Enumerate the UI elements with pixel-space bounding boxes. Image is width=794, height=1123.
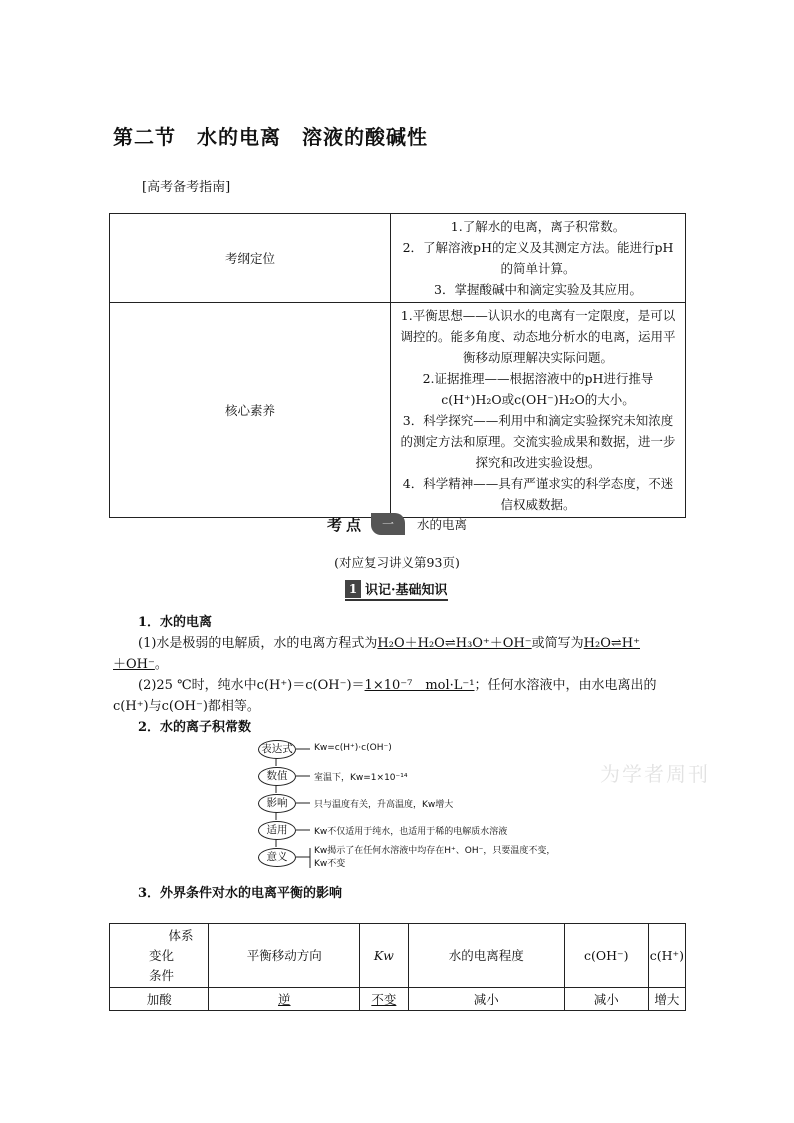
paragraph-line (138, 633, 640, 654)
watermark: 为学者周刊 (600, 762, 710, 786)
heading-ion-product: 2．水的离子积常数 (138, 720, 252, 735)
column-header: 平衡移动方向 (209, 924, 360, 988)
row-label: 考纲定位 (110, 214, 391, 303)
text-span: (2)25 ℃时，纯水中c(H⁺)＝c(OH⁻)＝ (138, 678, 365, 693)
paragraph-line: c(H⁺)与c(OH⁻)都相等。 (113, 699, 260, 714)
table-cell: 不变 (360, 988, 409, 1011)
answer-blank: 1×10⁻⁷ mol·L⁻¹ (364, 678, 475, 693)
table-header-row (110, 924, 686, 988)
header-text: 变化 (149, 947, 175, 963)
diagram-node-scope: 适用 (258, 821, 296, 840)
table-row (110, 988, 686, 1011)
page-title: 第二节 水的电离 溶液的酸碱性 (113, 125, 428, 149)
diagram-text: Kw揭示了在任何水溶液中均存在H⁺、OH⁻，只要温度不变，Kw不变 (314, 846, 556, 869)
column-header: c(H⁺) (648, 924, 685, 988)
text-span: 或简写为 (531, 636, 584, 651)
conditions-table (109, 923, 686, 1011)
diagram-node-expression: 表达式 (258, 740, 296, 759)
heading-water-ionization: 1．水的电离 (138, 615, 213, 630)
table-cell: 加酸 (110, 988, 209, 1011)
list-item: 3．掌握酸碱中和滴定实验及其应用。 (434, 282, 642, 297)
row-label: 核心素养 (110, 303, 391, 518)
list-item: 1.了解水的电离，离子积常数。 (450, 219, 626, 234)
table-row (110, 214, 686, 303)
answer-blank: H₂O＋H₂O⇌H₃O⁺＋OH⁻ (377, 636, 532, 651)
diagram-text: 只与温度有关，升高温度，Kw增大 (314, 800, 454, 810)
list-item: 3．科学探究——利用中和滴定实验探究未知浓度的测定方法和原理。交流实验成果和数据，进一步探究和改进实验设想。 (400, 413, 676, 470)
reference-note: (对应复习讲义第93页) (334, 555, 460, 570)
section-number-badge: 1 (345, 580, 361, 598)
column-header: c(OH⁻) (564, 924, 648, 988)
diagram-text: 室温下，Kw=1×10⁻¹⁴ (314, 773, 408, 783)
diagram-node-value: 数值 (258, 767, 296, 786)
diagonal-header-cell (110, 924, 209, 988)
list-item: 4．科学精神——具有严谨求实的科学态度，不迷信权威数据。 (402, 476, 674, 512)
section-title: 识记·基础知识 (365, 583, 448, 598)
list-item: 1.平衡思想——认识水的电离有一定限度，是可以调控的。能多角度、动态地分析水的电离，运用平衡移动原理解决实际问题。 (400, 308, 676, 365)
table-cell: 减小 (408, 988, 564, 1011)
text-span: (1)水是极弱的电解质，水的电离方程式为 (138, 636, 378, 651)
kaodian-title: 水的电离 (417, 517, 468, 532)
table-row (110, 303, 686, 518)
heading-external-conditions: 3．外界条件对水的电离平衡的影响 (138, 886, 343, 901)
list-item: 2.证据推理——根据溶液中的pH进行推导c(H⁺)H₂O或c(OH⁻)H₂O的大小。 (422, 371, 654, 407)
answer-blank: ＋OH⁻ (113, 657, 155, 672)
paragraph-line (113, 654, 168, 675)
diagram-text: Kw不仅适用于纯水，也适用于稀的电解质水溶液 (314, 827, 508, 837)
kaodian-number-badge: 一 (371, 513, 405, 535)
section-heading (345, 579, 448, 601)
column-header: 水的电离程度 (408, 924, 564, 988)
text-span: 。 (154, 657, 168, 672)
diagram-node-influence: 影响 (258, 794, 296, 813)
answer-blank: H₂O⇌H⁺ (583, 636, 640, 651)
header-text: 体系 (168, 927, 194, 943)
guide-label: [高考备考指南] (142, 180, 231, 195)
paragraph-line (138, 675, 657, 696)
column-header: Kw (360, 924, 409, 988)
header-text: 条件 (149, 967, 175, 983)
row-content (391, 214, 686, 303)
row-content (391, 303, 686, 518)
kaodian-label: 考点 (326, 515, 365, 534)
text-span: ；任何水溶液中，由水电离出的 (474, 678, 657, 693)
kw-concept-diagram (258, 740, 578, 872)
diagram-text: Kw=c(H⁺)·c(OH⁻) (314, 743, 392, 753)
list-item: 2．了解溶液pH的定义及其测定方法。能进行pH的简单计算。 (402, 240, 674, 276)
kaodian-header (0, 513, 794, 535)
table-cell: 减小 (564, 988, 648, 1011)
table-cell: 逆 (209, 988, 360, 1011)
guide-table (109, 213, 686, 518)
diagram-node-meaning: 意义 (258, 848, 296, 867)
table-cell: 增大 (648, 988, 685, 1011)
